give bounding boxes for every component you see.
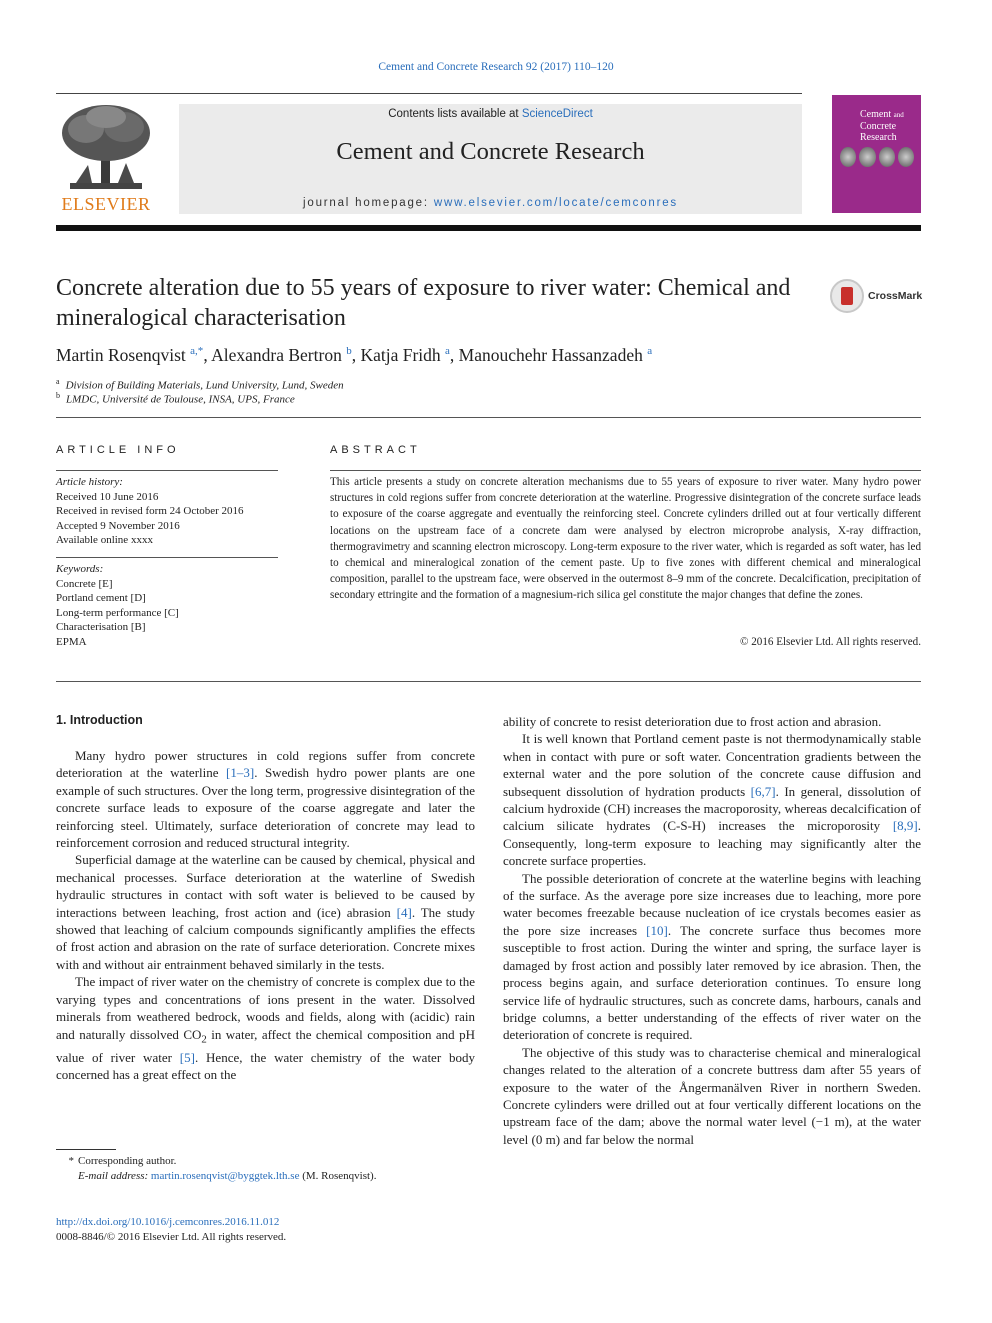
keyword: Portland cement [D]: [56, 592, 146, 604]
email-suffix: (M. Rosenqvist).: [299, 1169, 377, 1182]
text-run: The possible deterioration of concrete at the waterline begins with leaching of the surface. As the average pore size increases due to leaching, more pore water becomes freezable because nucleation of ice crystals becomes easier as the pore size increases: [503, 870, 921, 938]
affiliation-b: [56, 391, 295, 406]
paragraph: [503, 870, 921, 1044]
crossmark-badge[interactable]: [830, 279, 922, 315]
crossmark-label: CrossMark: [868, 290, 923, 302]
text-run: . Consequently, long-term exposure to leaching may significantly alter the concrete surface properties.: [503, 818, 921, 869]
sciencedirect-link[interactable]: ScienceDirect: [521, 108, 593, 120]
journal-homepage: [179, 197, 802, 209]
email-link[interactable]: martin.rosenqvist@byggtek.lth.se: [150, 1169, 300, 1182]
keywords-rule: [56, 557, 278, 558]
issn-line: 0008-8846/© 2016 Elsevier Ltd. All rights reserved.: [56, 1230, 287, 1243]
abstract-rule: [330, 470, 921, 471]
article-info-heading: ARTICLE INFO: [56, 444, 180, 456]
affiliation-mark: b: [56, 391, 60, 400]
doi-block: [56, 1215, 286, 1244]
contents-prefix: Contents lists available at: [388, 108, 522, 120]
elsevier-logo: [56, 103, 156, 215]
text-run: It is well known that Portland cement paste is not thermodynamically stable when in contact with pure or soft water. Concentration gradients between the external water and the pore solution of the concrete cause diffusion and subsequent dissolution of hydration products: [503, 731, 921, 799]
doi-link[interactable]: http://dx.doi.org/10.1016/j.cemconres.2016.11.012: [56, 1216, 280, 1228]
author-separator: ,: [203, 345, 212, 365]
author[interactable]: Katja Fridh: [360, 345, 441, 365]
cover-title-line-1: Cement: [860, 109, 892, 120]
reference-link[interactable]: [4]: [396, 904, 412, 920]
paragraph: [56, 747, 475, 851]
author-affil-mark[interactable]: a,*: [190, 345, 204, 358]
abstract-text: This article presents a study on concrete alteration mechanisms due to 55 years of exposure to river water. Many hydro power structures in cold regions suffer from concrete deterioration at the waterline. Progressive disintegration of the concrete surface leads to exposure of the coarse aggregate and eventually the reinforcing steel. Concrete cylinders drilled out at four vertically different locations on the upstream face of a concrete dam were analysed by electron microprobe analysis, X-ray diffraction, thermogravimetry and scanning electron microscopy. Long-term exposure to the river water, which is regarded as soft water, has led to chemical and mineralogical zonation of the cement paste. Up to five zones with different chemical and mineralogical composition, parallel to the upstream face, were observed in the outermost 8–9 mm of the concrete. Decalcification, precipitation of secondary ettringite and the formation of a magnesium-rich silica gel constitute the major changes that define the zones.: [330, 476, 921, 602]
homepage-prefix: journal homepage:: [303, 197, 434, 209]
keywords-label: Keywords:: [56, 563, 104, 575]
subscript: 2: [201, 1033, 207, 1046]
paragraph: [56, 851, 475, 973]
article-info-rule: [56, 470, 278, 471]
footnote: [56, 1154, 476, 1183]
contents-line: [179, 108, 802, 120]
text-run: The impact of river water on the chemistry of concrete is complex due to the varying types and concentrations of ions present in the water. Dissolved minerals from weathered bedrock, woods and fields, along with (acidic) rain and naturally dissolved CO: [56, 974, 475, 1042]
keyword: Characterisation [B]: [56, 621, 146, 633]
abstract-bottom-rule: [56, 681, 921, 682]
email-label: E-mail address:: [78, 1169, 149, 1182]
affiliation-text: LMDC, Université de Toulouse, INSA, UPS, France: [66, 393, 295, 406]
journal-header-box: [179, 104, 802, 214]
elsevier-tree-icon: [56, 103, 156, 195]
author-affil-mark[interactable]: a: [445, 345, 450, 358]
abstract-copyright: © 2016 Elsevier Ltd. All rights reserved.: [740, 636, 921, 648]
text-run: . Hence, the water chemistry of the water body concerned has a great effect on the: [56, 1049, 476, 1082]
text-run: . In general, dissolution of calcium hydroxide (CH) increases the macroporosity, whereas decalcification of calcium silicate hydrates (C-S-H) increases the microporosity: [503, 783, 921, 834]
affiliation-rule: [56, 417, 921, 418]
keyword: Long-term performance [C]: [56, 606, 179, 619]
text-run: . Swedish hydro power plants are one example of such structures. Over the long term, progressive disintegration of the concrete surface leads to exposure of the coarse aggregate and later the reinforcing steel. Ultimately, surface deterioration of concrete may lead to reinforcement corrosion and reduced structural integrity.: [56, 765, 475, 851]
keywords: [56, 562, 278, 649]
reference-link[interactable]: [6,7]: [750, 783, 776, 799]
paragraph: [503, 1044, 921, 1148]
section-heading: 1. Introduction: [56, 713, 143, 727]
paragraph: [503, 730, 921, 869]
corresponding-author: Corresponding author.: [78, 1155, 177, 1167]
author[interactable]: Manouchehr Hassanzadeh: [458, 345, 643, 365]
body-left-column: [56, 747, 475, 1083]
cover-title-line-2: and: [893, 111, 904, 119]
footnote-rule: [56, 1149, 116, 1150]
author-separator: ,: [351, 345, 361, 365]
text-run: Many hydro power structures in cold regions suffer from concrete deterioration at the waterline: [56, 748, 475, 781]
article-title: Concrete alteration due to 55 years of exposure to river water: Chemical and mineralogical characterisation: [56, 275, 791, 331]
author-separator: ,: [449, 345, 459, 365]
affiliation-a: [56, 377, 344, 392]
paragraph: [56, 973, 475, 1083]
cover-title-line-4: Research: [860, 132, 897, 143]
header-rule: [56, 93, 802, 94]
keyword: Concrete [E]: [56, 577, 113, 590]
author-affil-mark[interactable]: b: [346, 345, 352, 358]
reference-link[interactable]: [10]: [646, 922, 668, 938]
text-run: in water, affect the chemical composition and pH value of river water: [56, 1026, 475, 1065]
author-list: [56, 345, 652, 366]
abstract-heading: ABSTRACT: [330, 444, 421, 456]
cover-images: [840, 147, 914, 169]
journal-title: Cement and Concrete Research: [336, 138, 645, 165]
crossmark-icon: [830, 279, 864, 313]
publisher-name: ELSEVIER: [61, 194, 151, 214]
body-right-column: [503, 713, 921, 1148]
history-label: Article history:: [56, 476, 123, 488]
paragraph: [503, 713, 921, 730]
author[interactable]: Alexandra Bertron: [211, 345, 342, 365]
header-thick-rule: [56, 225, 921, 231]
journal-citation[interactable]: Cement and Concrete Research 92 (2017) 110–120: [378, 61, 614, 73]
author[interactable]: Martin Rosenqvist: [56, 345, 186, 365]
keyword: EPMA: [56, 635, 87, 648]
reference-link[interactable]: [5]: [179, 1049, 195, 1065]
text-run: . The concrete surface thus becomes more susceptible to frost action. During the winter and spring, the surface layer is damaged by frost action and possibly later removed by ice abrasion. Then, the process begins again, and surface deterioration continues. To ensure long service life of hydraulic structures, such as concrete dams, harbours, canals and bridge columns, a better understanding of the effects of river water on the deterioration of concrete is required.: [503, 922, 921, 1043]
history-accepted: Accepted 9 November 2016: [56, 519, 180, 532]
history-received: Received 10 June 2016: [56, 490, 159, 503]
reference-link[interactable]: [1–3]: [226, 765, 255, 781]
author-affil-mark[interactable]: a: [647, 345, 653, 358]
footnote-mark: *: [68, 1155, 74, 1167]
reference-link[interactable]: [8,9]: [892, 818, 918, 834]
cover-title: [860, 109, 904, 143]
history-online: Available online xxxx: [56, 534, 153, 546]
cover-title-line-3: Concrete: [860, 121, 897, 132]
text-run: ability of concrete to resist deterioration due to frost action and abrasion.: [503, 714, 882, 729]
homepage-link[interactable]: www.elsevier.com/locate/cemconres: [433, 197, 678, 209]
text-run: The objective of this study was to characterise chemical and mineralogical changes related to the alteration of a concrete buttress dam after 55 years of exposure to the water of the Ångermanälven River in northern Sweden. Concrete cylinders were drilled out at four vertically different locations on the upstream face of the dam; above the normal water level (−1 m), at the water level (0 m) and far below the normal: [503, 1044, 921, 1147]
affiliation-mark: a: [56, 377, 60, 386]
article-history: [56, 475, 278, 548]
text-run: . The study showed that leaching of calcium compounds significantly amplifies the effects of frost action and abrasion on the rate of surface deterioration. Concrete mixes with and without air entrainment behaved similarly in the tests.: [56, 904, 476, 972]
text-run: Superficial damage at the waterline can be caused by chemical, physical and mechanical processes. Surface deterioration at the waterline of Swedish hydraulic structures in contact with soft water is believed to be caused by interactions between leaching, frost action and (ice) abrasion: [56, 852, 475, 920]
history-revised: Received in revised form 24 October 2016: [56, 505, 244, 517]
journal-cover[interactable]: [832, 95, 921, 213]
affiliation-text: Division of Building Materials, Lund University, Lund, Sweden: [65, 379, 344, 392]
